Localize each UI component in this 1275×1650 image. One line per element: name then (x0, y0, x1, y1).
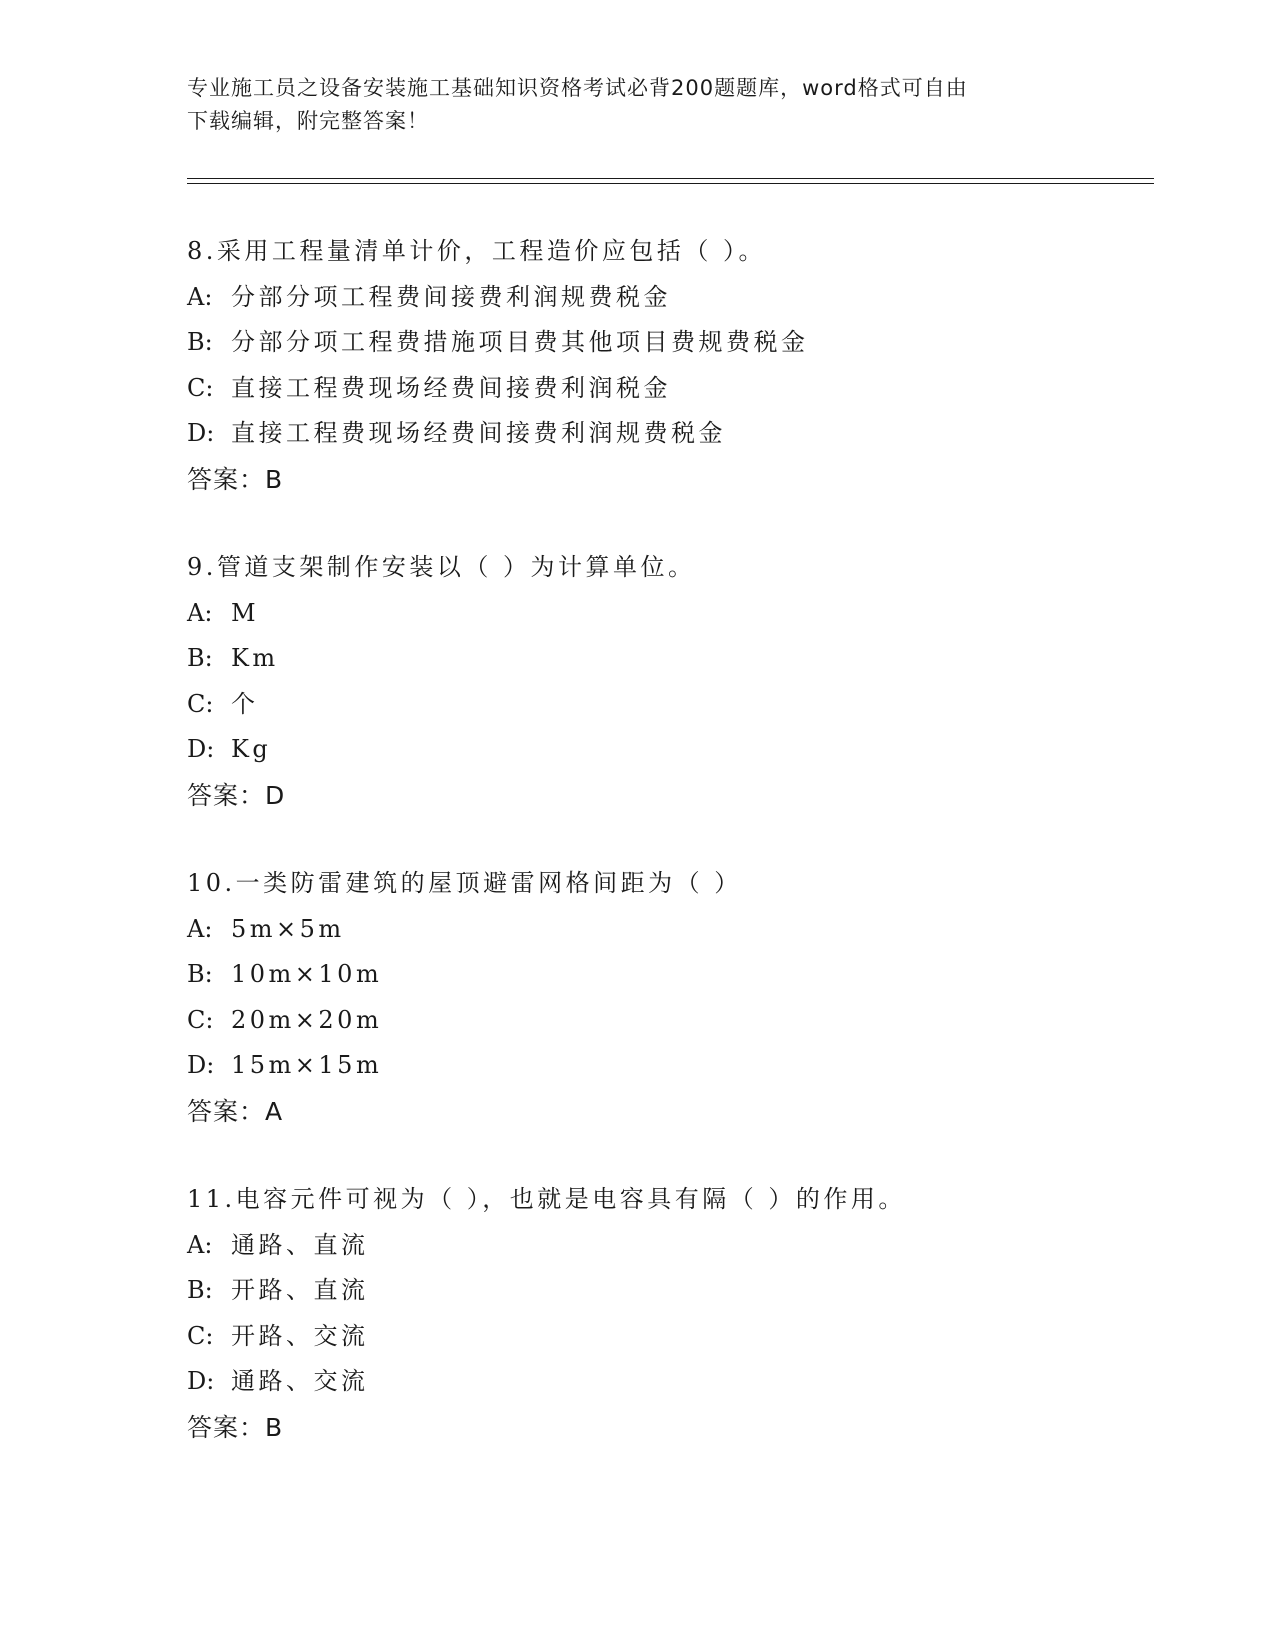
option-text: 分部分项工程费措施项目费其他项目费规费税金 (231, 328, 809, 356)
header-line-2: 下载编辑，附完整答案！ (187, 109, 429, 133)
option-text: 个 (231, 689, 259, 718)
question-stem: 10.一类防雷建筑的屋顶避雷网格间距为（ ） (187, 869, 742, 897)
option-text: 15m×15m (231, 1051, 383, 1079)
question-stem: 9.管道支架制作安装以（ ）为计算单位。 (187, 553, 696, 581)
question-block (187, 545, 1187, 818)
question-stem: 11.电容元件可视为（ ），也就是电容具有隔（ ）的作用。 (187, 1185, 906, 1213)
answer-line: 答案：B (187, 1412, 284, 1442)
answer-line: 答案：D (187, 780, 286, 810)
option-text: Km (231, 644, 279, 672)
option-d (187, 411, 1187, 457)
option-a (187, 591, 1187, 637)
option-text: 分部分项工程费间接费利润规费税金 (231, 282, 671, 311)
option-label: B: (187, 644, 213, 672)
option-text: 开路、直流 (231, 1276, 369, 1304)
option-b (187, 952, 1187, 998)
option-b (187, 1268, 1187, 1314)
option-label: C: (187, 1321, 214, 1350)
option-text: 10m×10m (231, 960, 383, 988)
option-label: A: (187, 914, 213, 943)
option-c (187, 366, 1187, 412)
option-d (187, 1043, 1187, 1089)
option-d (187, 727, 1187, 773)
option-b (187, 320, 1187, 366)
option-b (187, 636, 1187, 682)
document-header (187, 72, 1067, 138)
option-text: 通路、直流 (231, 1230, 369, 1259)
option-text: 直接工程费现场经费间接费利润税金 (231, 373, 671, 402)
question-block (187, 1177, 1187, 1450)
option-text: 开路、交流 (231, 1321, 369, 1350)
option-text: Kg (231, 735, 272, 763)
question-block (187, 229, 1187, 502)
option-text: 直接工程费现场经费间接费利润规费税金 (231, 419, 726, 447)
option-label: D: (187, 419, 215, 447)
option-a (187, 275, 1187, 321)
option-label: B: (187, 328, 213, 356)
option-label: A: (187, 598, 213, 627)
option-label: D: (187, 735, 215, 763)
option-d (187, 1359, 1187, 1405)
option-label: C: (187, 373, 214, 402)
option-label: A: (187, 1230, 213, 1259)
question-stem: 8.采用工程量清单计价，工程造价应包括（ ）。 (187, 237, 767, 265)
option-text: M (231, 598, 260, 627)
answer-line: 答案：B (187, 464, 284, 494)
answer-line: 答案：A (187, 1096, 284, 1126)
option-text: 5m×5m (231, 914, 345, 943)
header-divider-top (187, 178, 1154, 179)
option-c (187, 998, 1187, 1044)
option-text: 20m×20m (231, 1005, 383, 1034)
header-divider-bottom (187, 183, 1154, 184)
option-c (187, 1314, 1187, 1360)
option-label: C: (187, 689, 214, 718)
option-label: D: (187, 1051, 215, 1079)
option-label: C: (187, 1005, 214, 1034)
option-label: B: (187, 960, 213, 988)
option-text: 通路、交流 (231, 1367, 369, 1395)
header-line-1: 专业施工员之设备安装施工基础知识资格考试必背200题题库，word格式可自由 (187, 76, 968, 100)
option-label: B: (187, 1276, 213, 1304)
option-c (187, 682, 1187, 728)
option-label: A: (187, 282, 213, 311)
option-label: D: (187, 1367, 215, 1395)
option-a (187, 1223, 1187, 1269)
option-a (187, 907, 1187, 953)
question-block (187, 861, 1187, 1134)
